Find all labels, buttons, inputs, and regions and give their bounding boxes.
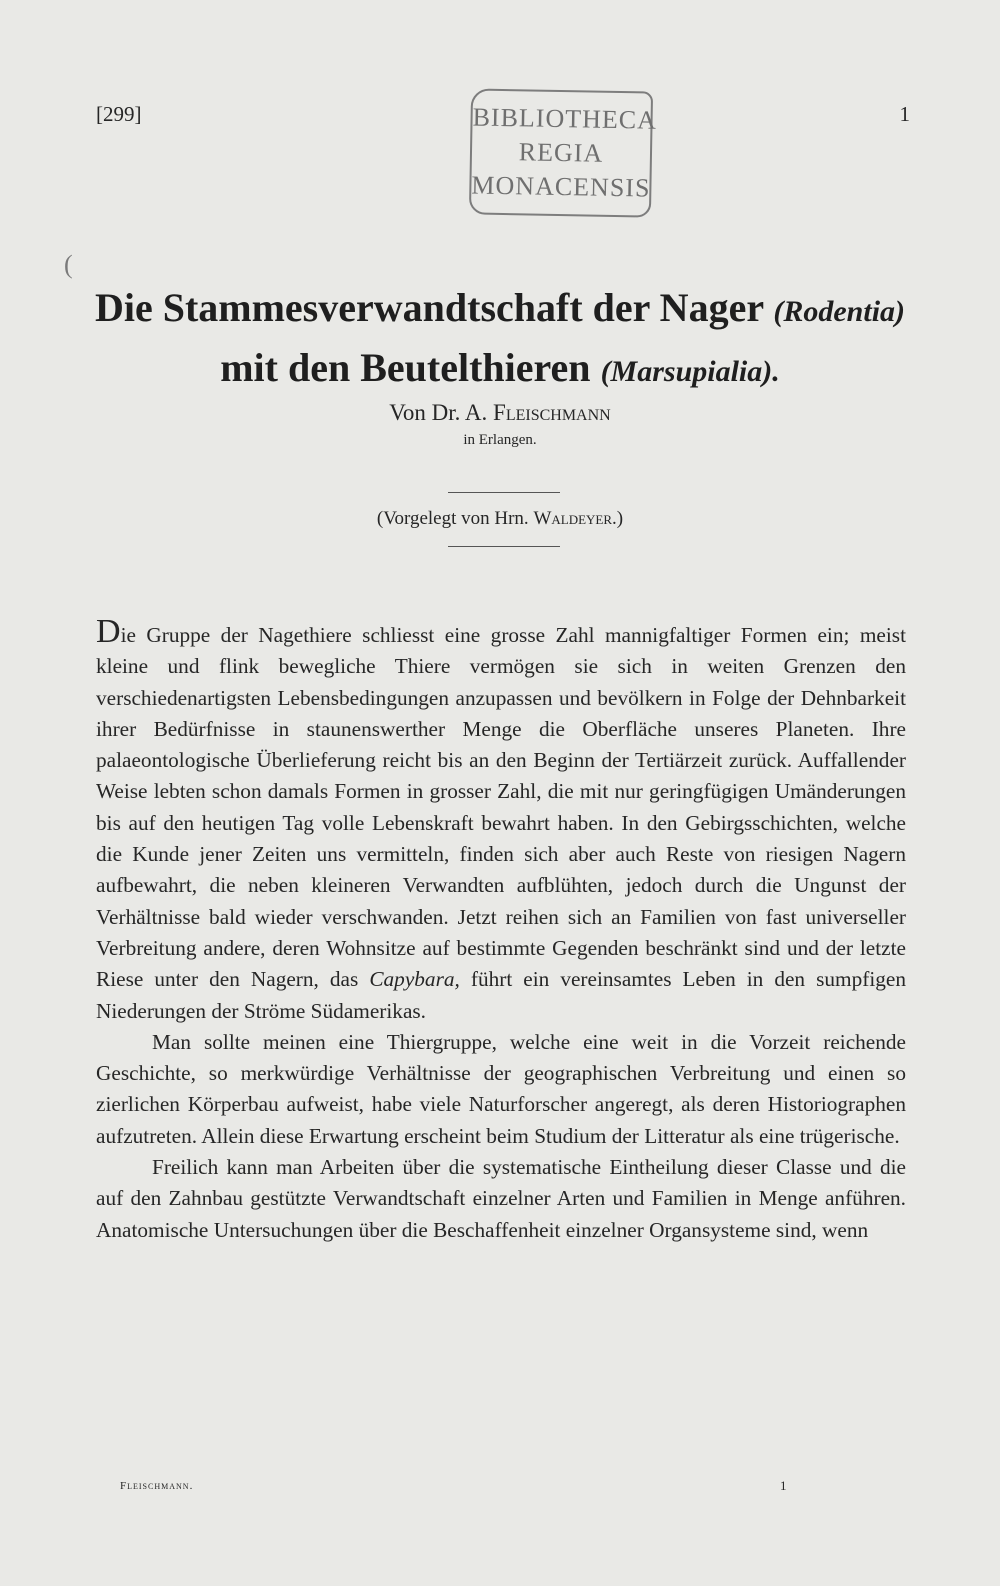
author-line xyxy=(0,400,1000,426)
author-affiliation: in Erlangen. xyxy=(463,432,537,448)
author-name: Fleischmann xyxy=(493,400,611,425)
article-body xyxy=(96,613,907,1246)
library-stamp xyxy=(469,88,658,217)
page-reference: [299] xyxy=(96,102,142,126)
divider xyxy=(448,492,560,493)
paragraph xyxy=(96,613,907,1027)
italic-term: Capybara, xyxy=(369,967,460,992)
footer-signature: 1 xyxy=(780,1478,787,1493)
stamp-line-1: BIBLIOTHECA xyxy=(472,102,658,135)
article-title xyxy=(90,280,910,400)
title-line-2 xyxy=(90,340,910,400)
title-line-2-text: mit den Beutelthieren xyxy=(220,345,591,390)
title-line-1-italic: (Rodentia) xyxy=(773,295,906,328)
footer-author: Fleischmann. xyxy=(120,1480,194,1492)
divider xyxy=(448,546,560,547)
title-line-2-italic: (Marsupialia). xyxy=(600,355,780,388)
margin-mark: ( xyxy=(64,250,73,279)
paragraph-text: ie Gruppe der Nagethiere schliesst eine grosse Zahl mannigfaltiger Formen ein; meist kleine und flink bewegliche Thiere vermögen sie sich in weiten Grenzen den verschiedenartigsten Lebensbedingungen anzupassen und bevölkern in Folge der Dehnbarkeit ihrer Bedürfnisse in staunenswerther Menge die Oberfläche unseres Planeten. Ihre palaeontologische Überlieferung reicht bis an den Beginn der Tertiärzeit zurück. Auffallender Weise lebten schon damals Formen in grosser Zahl, die mit nur geringfügigen Umänderungen bis auf den heutigen Tag volle Lebenskraft bewahrt haben. In den Gebirgsschichten, welche die Kunde jener Zeiten uns vermitteln, finden sich aber auch Reste von riesigen Nagern aufbewahrt, die neben kleineren Verwandten aufblühten, jedoch durch die Ungunst der Verhältnisse bald wieder verschwanden. Jetzt reihen sich an Familien von fast universeller Verbreitung andere, deren Wohnsitze auf bestimmte Gegenden beschränkt sind und der letzte Riese unter den Nagern, das xyxy=(96,623,906,992)
paragraph-text: führt ein vereinsamtes Leben in den sumpfigen Niederungen der Ströme Südamerikas. xyxy=(96,967,907,1023)
presented-by xyxy=(0,508,1000,530)
author-prefix: Von Dr. A. xyxy=(389,400,488,425)
paragraph: Man sollte meinen eine Thiergruppe, welche eine weit in die Vorzeit reichende Geschichte, so merkwürdige Verhältnisse der geographischen Verbreitung und einen so zierlichen Körperbau aufweist, habe viele Naturforscher angeregt, als deren Historiographen aufzutreten. Allein diese Erwartung erscheint beim Studium der Litteratur als eine trügerische. xyxy=(96,1029,906,1148)
presented-suffix: .) xyxy=(612,508,624,529)
drop-cap: D xyxy=(96,613,121,650)
presented-prefix: (Vorgelegt von Hrn. xyxy=(376,508,529,529)
title-line-1-text: Die Stammesverwandtschaft der Nager xyxy=(94,285,764,330)
stamp-line-2: REGIA xyxy=(518,137,604,168)
title-line-1 xyxy=(90,280,910,340)
page-number: 1 xyxy=(899,102,910,126)
stamp-line-3: MONACENSIS xyxy=(471,170,651,203)
presented-name: Waldeyer xyxy=(533,508,613,529)
paragraph: Freilich kann man Arbeiten über die systematische Eintheilung dieser Classe und die auf den Zahnbau gestützte Verwandtschaft einzelner Arten und Familien in Menge anführen. Anatomische Untersuchungen über die Beschaffenheit einzelner Organsysteme sind, wenn xyxy=(96,1155,906,1242)
